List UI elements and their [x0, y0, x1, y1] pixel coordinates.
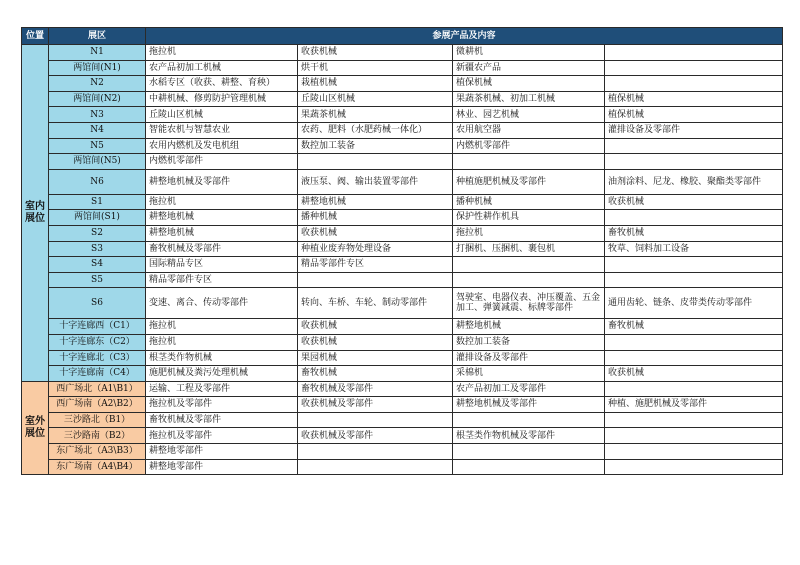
content-cell: 收获机械 — [298, 45, 453, 61]
hall-cell: 西广场南（A2\B2） — [49, 397, 146, 413]
content-cell: 转向、车桥、车轮、制动零部件 — [298, 288, 453, 319]
hall-cell: N1 — [49, 45, 146, 61]
content-cell — [298, 459, 453, 475]
content-cell: 植保机械 — [605, 91, 783, 107]
content-cell: 微耕机 — [453, 45, 605, 61]
content-cell: 农产品初加工及零部件 — [453, 381, 605, 397]
hall-cell: N5 — [49, 138, 146, 154]
content-cell — [453, 444, 605, 460]
content-cell: 施肥机械及粪污处理机械 — [146, 366, 298, 382]
header-hall: 展区 — [49, 28, 146, 45]
content-cell — [605, 444, 783, 460]
table-row — [22, 194, 783, 210]
content-cell — [605, 272, 783, 288]
content-cell: 收获机械 — [298, 225, 453, 241]
content-cell: 丘陵山区机械 — [298, 91, 453, 107]
content-cell: 根茎类作物机械及零部件 — [453, 428, 605, 444]
content-cell: 精品零部件专区 — [146, 272, 298, 288]
table-row — [22, 459, 783, 475]
content-cell: 收获机械及零部件 — [298, 428, 453, 444]
content-cell: 打捆机、压捆机、裹包机 — [453, 241, 605, 257]
content-cell: 收获机械 — [605, 194, 783, 210]
hall-cell: N4 — [49, 122, 146, 138]
content-cell: 精品零部件专区 — [298, 257, 453, 273]
table-row — [22, 122, 783, 138]
table-row — [22, 288, 783, 319]
content-cell — [605, 76, 783, 92]
hall-cell: 三沙路南（B2） — [49, 428, 146, 444]
content-cell: 畜牧机械 — [605, 225, 783, 241]
content-cell — [605, 381, 783, 397]
content-cell: 拖拉机 — [146, 194, 298, 210]
content-cell — [453, 257, 605, 273]
hall-cell: N2 — [49, 76, 146, 92]
content-cell: 畜牧机械及零部件 — [146, 412, 298, 428]
hall-cell: 十字连廊西（C1） — [49, 319, 146, 335]
content-cell: 油剂涂料、尼龙、橡胶、聚酯类零部件 — [605, 169, 783, 194]
content-cell: 国际精品专区 — [146, 257, 298, 273]
indoor-location-label: 室内 展位 — [22, 45, 49, 382]
content-cell: 林业、园艺机械 — [453, 107, 605, 123]
content-cell: 数控加工装备 — [298, 138, 453, 154]
content-cell: 栽植机械 — [298, 76, 453, 92]
table-row — [22, 60, 783, 76]
content-cell: 灌排设备及零部件 — [453, 350, 605, 366]
content-cell: 收获机械及零部件 — [298, 397, 453, 413]
hall-cell: 十字连廊北（C3） — [49, 350, 146, 366]
content-cell — [605, 257, 783, 273]
content-cell: 种植业废弃物处理设备 — [298, 241, 453, 257]
table-row — [22, 428, 783, 444]
hall-cell: S1 — [49, 194, 146, 210]
table-row — [22, 257, 783, 273]
content-cell: 液压泵、阀、输出装置零部件 — [298, 169, 453, 194]
content-cell: 耕整地机械及零部件 — [453, 397, 605, 413]
content-cell: 内燃机零部件 — [453, 138, 605, 154]
content-cell: 植保机械 — [453, 76, 605, 92]
content-cell — [453, 412, 605, 428]
content-cell: 植保机械 — [605, 107, 783, 123]
table-row — [22, 107, 783, 123]
content-cell — [605, 154, 783, 170]
content-cell: 播种机械 — [453, 194, 605, 210]
content-cell: 畜牧机械 — [298, 366, 453, 382]
table-row — [22, 444, 783, 460]
table-row — [22, 397, 783, 413]
content-cell — [298, 272, 453, 288]
content-cell: 中耕机械、修剪防护管理机械 — [146, 91, 298, 107]
table-row — [22, 169, 783, 194]
content-cell: 农产品初加工机械 — [146, 60, 298, 76]
content-cell — [605, 210, 783, 226]
hall-cell: S6 — [49, 288, 146, 319]
content-cell: 播种机械 — [298, 210, 453, 226]
content-cell: 畜牧机械及零部件 — [146, 241, 298, 257]
content-cell: 收获机械 — [298, 334, 453, 350]
content-cell: 智能农机与智慧农业 — [146, 122, 298, 138]
content-cell: 丘陵山区机械 — [146, 107, 298, 123]
table-row — [22, 241, 783, 257]
content-cell — [605, 45, 783, 61]
table-row — [22, 91, 783, 107]
content-cell: 灌排设备及零部件 — [605, 122, 783, 138]
content-cell: 拖拉机 — [146, 334, 298, 350]
content-cell: 拖拉机及零部件 — [146, 397, 298, 413]
table-row — [22, 319, 783, 335]
content-cell: 农用内燃机及发电机组 — [146, 138, 298, 154]
table-row — [22, 45, 783, 61]
content-cell: 数控加工装备 — [453, 334, 605, 350]
table-row — [22, 76, 783, 92]
content-cell: 新疆农产品 — [453, 60, 605, 76]
hall-cell: S4 — [49, 257, 146, 273]
header-location: 位置 — [22, 28, 49, 45]
content-cell: 果园机械 — [298, 350, 453, 366]
content-cell: 畜牧机械 — [605, 319, 783, 335]
content-cell: 拖拉机 — [146, 45, 298, 61]
content-cell: 耕整地机械 — [146, 225, 298, 241]
hall-cell: 西广场北（A1\B1） — [49, 381, 146, 397]
hall-cell: N6 — [49, 169, 146, 194]
content-cell: 耕整地机械及零部件 — [146, 169, 298, 194]
exhibition-table — [21, 27, 783, 475]
content-cell: 耕整地机械 — [298, 194, 453, 210]
table-row — [22, 272, 783, 288]
content-cell — [605, 459, 783, 475]
content-cell: 果蔬茶机械、初加工机械 — [453, 91, 605, 107]
content-cell: 内燃机零部件 — [146, 154, 298, 170]
table-row — [22, 412, 783, 428]
hall-cell: N3 — [49, 107, 146, 123]
content-cell — [605, 334, 783, 350]
table-row — [22, 210, 783, 226]
content-cell: 畜牧机械及零部件 — [298, 381, 453, 397]
content-cell — [605, 350, 783, 366]
table-row — [22, 154, 783, 170]
content-cell — [605, 138, 783, 154]
content-cell: 拖拉机及零部件 — [146, 428, 298, 444]
content-cell — [605, 428, 783, 444]
hall-cell: 三沙路北（B1） — [49, 412, 146, 428]
hall-cell: S2 — [49, 225, 146, 241]
outdoor-location-label: 室外 展位 — [22, 381, 49, 475]
hall-cell: 两馆间(N1) — [49, 60, 146, 76]
content-cell: 水稻专区（收获、耕整、育秧） — [146, 76, 298, 92]
hall-cell: 东广场南（A4\B4） — [49, 459, 146, 475]
table-row — [22, 138, 783, 154]
content-cell: 耕整地机械 — [453, 319, 605, 335]
content-cell: 耕整地零部件 — [146, 459, 298, 475]
content-cell: 拖拉机 — [453, 225, 605, 241]
content-cell: 驾驶室、电器仪表、冲压覆盖、五金加工、弹簧减震、标牌零部件 — [453, 288, 605, 319]
content-cell: 收获机械 — [605, 366, 783, 382]
hall-cell: 东广场北（A3\B3） — [49, 444, 146, 460]
content-cell: 根茎类作物机械 — [146, 350, 298, 366]
hall-cell: S5 — [49, 272, 146, 288]
content-cell: 收获机械 — [298, 319, 453, 335]
hall-cell: 十字连廊东（C2） — [49, 334, 146, 350]
table-row — [22, 366, 783, 382]
hall-cell: 两馆间(N2) — [49, 91, 146, 107]
content-cell — [298, 154, 453, 170]
hall-cell: S3 — [49, 241, 146, 257]
content-cell: 保护性耕作机具 — [453, 210, 605, 226]
table-row — [22, 350, 783, 366]
content-cell: 通用齿轮、链条、皮带类传动零部件 — [605, 288, 783, 319]
content-cell: 种植、施肥机械及零部件 — [605, 397, 783, 413]
content-cell — [605, 412, 783, 428]
content-cell — [298, 444, 453, 460]
content-cell — [298, 412, 453, 428]
content-cell: 变速、离合、传动零部件 — [146, 288, 298, 319]
content-cell — [453, 154, 605, 170]
hall-cell: 两馆间(N5) — [49, 154, 146, 170]
content-cell: 耕整地零部件 — [146, 444, 298, 460]
table-row — [22, 334, 783, 350]
content-cell — [453, 272, 605, 288]
content-cell: 农用航空器 — [453, 122, 605, 138]
hall-cell: 两馆间(S1) — [49, 210, 146, 226]
content-cell: 运输、工程及零部件 — [146, 381, 298, 397]
table-row — [22, 381, 783, 397]
table-row — [22, 225, 783, 241]
content-cell: 牧草、饲料加工设备 — [605, 241, 783, 257]
content-cell — [605, 60, 783, 76]
content-cell: 耕整地机械 — [146, 210, 298, 226]
content-cell: 农药、肥料（水肥药械一体化） — [298, 122, 453, 138]
hall-cell: 十字连廊南（C4） — [49, 366, 146, 382]
content-cell: 采棉机 — [453, 366, 605, 382]
content-cell: 拖拉机 — [146, 319, 298, 335]
content-cell: 种植施肥机械及零部件 — [453, 169, 605, 194]
content-cell: 果蔬茶机械 — [298, 107, 453, 123]
content-cell — [453, 459, 605, 475]
header-content: 参展产品及内容 — [146, 28, 783, 45]
content-cell: 烘干机 — [298, 60, 453, 76]
